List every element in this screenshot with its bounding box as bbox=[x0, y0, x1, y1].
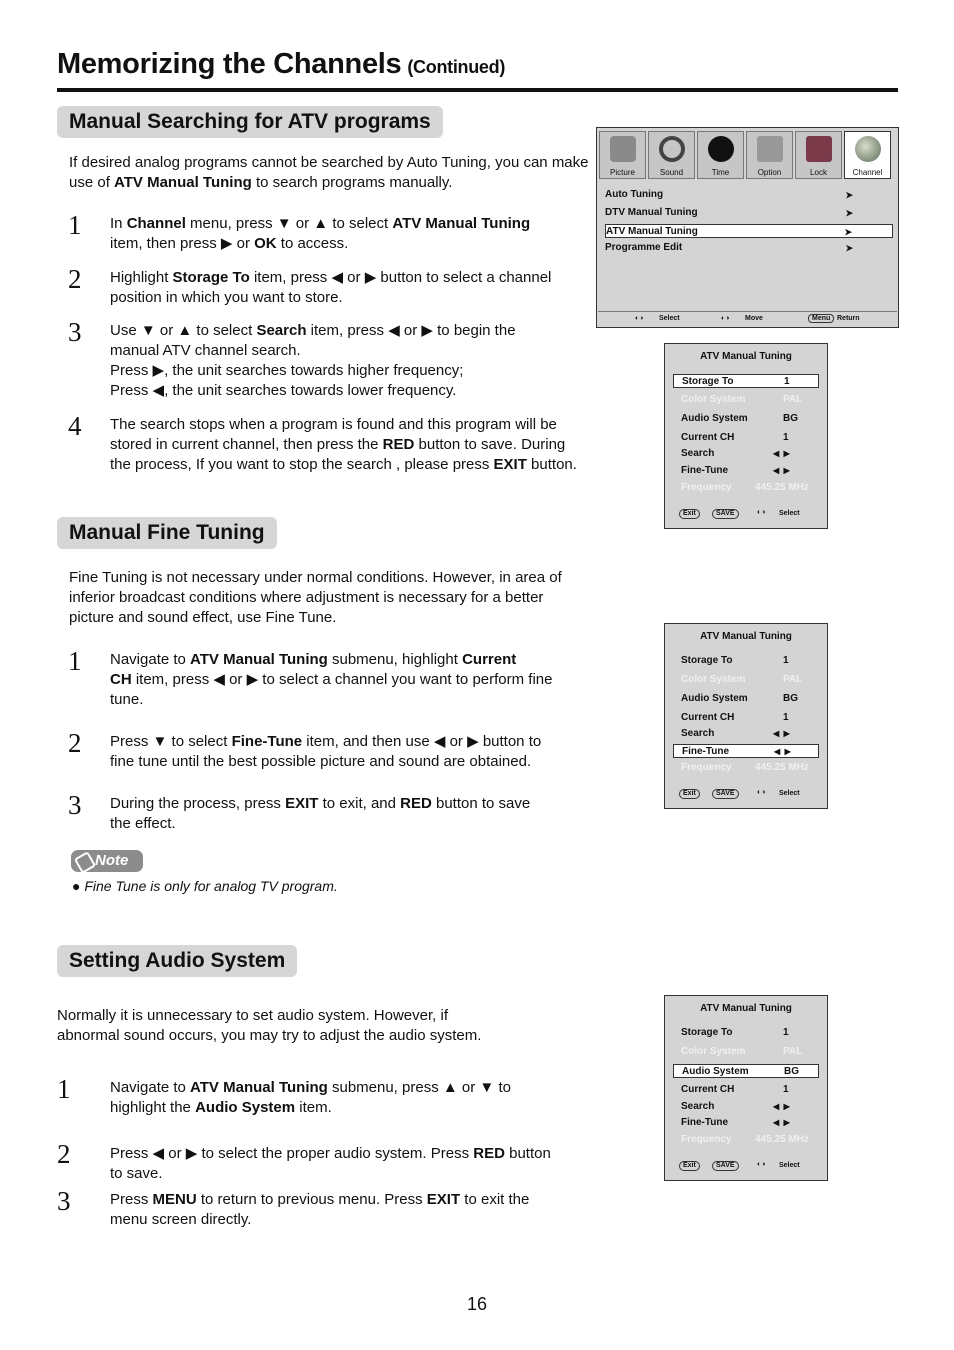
row-fine-tune: Fine-Tune ◀ ▶ bbox=[681, 1117, 790, 1128]
down-arrow-icon: ▼ bbox=[152, 733, 168, 750]
left-right-arrows-icon: ◀ ▶ bbox=[773, 1118, 790, 1127]
menu-arrow-icon: ➤ bbox=[845, 190, 853, 200]
menu-arrow-icon: ➤ bbox=[845, 208, 853, 218]
section-heading-fine-tuning: Manual Fine Tuning bbox=[57, 517, 277, 549]
left-arrow-icon: ◀ bbox=[331, 269, 344, 286]
step-number: 2 bbox=[68, 264, 82, 294]
step-number: 4 bbox=[68, 411, 82, 441]
intro-audio-system: Normally it is unnecessary to set audio system. However, if abnormal sound occurs, you may try to adjust the audio system. bbox=[57, 1007, 482, 1044]
select-keys-icon: ◐◑ bbox=[635, 315, 644, 322]
left-right-arrows-icon: ◀ ▶ bbox=[773, 1102, 790, 1111]
left-right-arrows-icon: ◀ ▶ bbox=[773, 449, 790, 458]
select-keys-icon: ◐◑ bbox=[757, 509, 766, 516]
row-color-system: Color System PAL bbox=[681, 394, 803, 405]
left-right-arrows-icon: ◀ ▶ bbox=[773, 729, 790, 738]
lock-icon bbox=[806, 136, 832, 162]
step-text: Use ▼ or ▲ to select Search item, press ◀ or ▶ to begin the manual ATV channel search. Press ▶, the unit searches towards higher frequency; Press ◀, the unit searches towards lower frequency. bbox=[110, 322, 516, 399]
row-search: Search ◀ ▶ bbox=[681, 1101, 790, 1112]
atv-menu-storage-screenshot: ATV Manual Tuning Storage To 1 Color System PAL Audio System BG Current CH 1 Search ◀ ▶ Fine-Tune ◀ ▶ Frequency 445.25 MHz Exit SAVE ◐◑ Select bbox=[664, 343, 828, 529]
paperclip-icon bbox=[74, 851, 96, 874]
up-arrow-icon: ▲ bbox=[313, 215, 329, 232]
row-fine-tune: Fine-Tune ◀ ▶ bbox=[681, 465, 790, 476]
left-arrow-icon: ◀ bbox=[433, 733, 446, 750]
row-color-system: Color System PAL bbox=[681, 1046, 803, 1057]
step-number: 3 bbox=[68, 790, 82, 820]
step-number: 3 bbox=[68, 317, 82, 347]
page-title: Memorizing the Channels (Continued) bbox=[57, 48, 506, 80]
row-frequency: Frequency 445.25 MHz bbox=[681, 762, 809, 773]
headphones-icon bbox=[659, 136, 685, 162]
row-storage-to: Storage To 1 bbox=[673, 374, 819, 388]
select-keys-icon: ◐◑ bbox=[757, 789, 766, 796]
atv-footer: Exit SAVE ◐◑ Select bbox=[665, 509, 827, 519]
step-number: 3 bbox=[57, 1186, 71, 1216]
channel-menu-screenshot bbox=[596, 127, 899, 328]
row-current-ch: Current CH 1 bbox=[681, 712, 789, 723]
tab-option: Option bbox=[746, 131, 793, 179]
tab-picture: Picture bbox=[599, 131, 646, 179]
right-arrow-icon: ▶ bbox=[421, 322, 433, 339]
menu-item-programme-edit: Programme Edit ➤ bbox=[605, 242, 853, 253]
tab-channel: Channel bbox=[844, 131, 891, 179]
satellite-globe-icon bbox=[855, 136, 881, 162]
step-text: Press MENU to return to previous menu. Press EXIT to exit the menu screen directly. bbox=[110, 1191, 530, 1228]
section-heading-manual-searching: Manual Searching for ATV programs bbox=[57, 106, 443, 138]
up-arrow-icon: ▲ bbox=[177, 322, 193, 339]
bullet-icon: ● bbox=[72, 878, 81, 894]
tab-time: Time bbox=[697, 131, 744, 179]
atv-menu-finetune-screenshot: ATV Manual Tuning Storage To 1 Color System PAL Audio System BG Current CH 1 Search ◀ ▶ Fine-Tune ◀ ▶ Frequency 445.25 MHz Exit SAVE ◐◑ Select bbox=[664, 623, 828, 809]
tools-icon bbox=[757, 136, 783, 162]
row-audio-system: Audio System BG bbox=[681, 693, 798, 704]
step-text: Navigate to ATV Manual Tuning submenu, highlight Current CH item, press ◀ or ▶ to select a channel you want to perform fine tune. bbox=[110, 651, 553, 708]
menu-arrow-icon: ➤ bbox=[845, 243, 853, 253]
tab-lock: Lock bbox=[795, 131, 842, 179]
step-number: 1 bbox=[68, 210, 82, 240]
step-text: Navigate to ATV Manual Tuning submenu, press ▲ or ▼ to highlight the Audio System item. bbox=[110, 1079, 511, 1116]
step-number: 2 bbox=[57, 1139, 71, 1169]
row-color-system: Color System PAL bbox=[681, 674, 803, 685]
menu-item-atv-manual-tuning: ATV Manual Tuning ➤ bbox=[605, 224, 893, 238]
move-keys-icon: ◐◑ bbox=[721, 315, 730, 322]
menu-footer: ◐◑ Select ◐◑ Move Menu Return bbox=[598, 311, 897, 326]
camera-icon bbox=[610, 136, 636, 162]
row-audio-system: Audio System BG bbox=[673, 1064, 819, 1078]
right-arrow-icon: ▶ bbox=[246, 671, 259, 688]
step-text: Press ◀ or ▶ to select the proper audio system. Press RED button to save. bbox=[110, 1145, 551, 1182]
step-text: The search stops when a program is found and this program will be stored in current channel, then press the RED button to save. During the process, If you want to stop the search , please press EXIT button. bbox=[110, 416, 577, 473]
row-storage-to: Storage To 1 bbox=[681, 655, 789, 666]
row-search: Search ◀ ▶ bbox=[681, 728, 790, 739]
title-rule bbox=[57, 88, 898, 92]
atv-footer: Exit SAVE ◐◑ Select bbox=[665, 789, 827, 799]
left-arrow-icon: ◀ bbox=[152, 382, 165, 399]
select-keys-icon: ◐◑ bbox=[757, 1161, 766, 1168]
left-right-arrows-icon: ◀ ▶ bbox=[774, 747, 791, 756]
step-text: Press ▼ to select Fine-Tune item, and then use ◀ or ▶ button to fine tune until the best possible picture and sound are obtained. bbox=[110, 733, 542, 770]
intro-fine-tuning: Fine Tuning is not necessary under normal conditions. However, in area of inferior broadcast conditions where adjustment is necessary for a better picture and sound effect, use Fine Tune. bbox=[69, 569, 562, 626]
down-arrow-icon: ▼ bbox=[479, 1079, 495, 1096]
row-audio-system: Audio System BG bbox=[681, 413, 798, 424]
step-number: 1 bbox=[57, 1074, 71, 1104]
row-frequency: Frequency 445.25 MHz bbox=[681, 1134, 809, 1145]
menu-item-auto-tuning: Auto Tuning ➤ bbox=[605, 189, 853, 200]
left-arrow-icon: ◀ bbox=[213, 671, 225, 688]
row-storage-to: Storage To 1 bbox=[681, 1027, 789, 1038]
row-fine-tune: Fine-Tune ◀ ▶ bbox=[673, 744, 819, 758]
down-arrow-icon: ▼ bbox=[276, 215, 292, 232]
section-heading-audio-system: Setting Audio System bbox=[57, 945, 297, 977]
atv-menu-audio-screenshot: ATV Manual Tuning Storage To 1 Color System PAL Audio System BG Current CH 1 Search ◀ ▶ Fine-Tune ◀ ▶ Frequency 445.25 MHz Exit SAVE ◐◑ Select bbox=[664, 995, 828, 1181]
step-text: In Channel menu, press ▼ or ▲ to select ATV Manual Tuning item, then press ▶ or OK to access. bbox=[110, 215, 531, 252]
menu-item-dtv-manual-tuning: DTV Manual Tuning ➤ bbox=[605, 207, 853, 218]
tab-sound: Sound bbox=[648, 131, 695, 179]
left-arrow-icon: ◀ bbox=[152, 1145, 165, 1162]
note-text: ● Fine Tune is only for analog TV program. bbox=[72, 878, 338, 894]
row-search: Search ◀ ▶ bbox=[681, 448, 790, 459]
atv-footer: Exit SAVE ◐◑ Select bbox=[665, 1161, 827, 1171]
row-frequency: Frequency 445.25 MHz bbox=[681, 482, 809, 493]
up-arrow-icon: ▲ bbox=[442, 1079, 458, 1096]
left-right-arrows-icon: ◀ ▶ bbox=[773, 466, 790, 475]
step-number: 1 bbox=[68, 646, 82, 676]
step-text: Highlight Storage To item, press ◀ or ▶ button to select a channel position in which you want to store. bbox=[110, 269, 552, 306]
step-text: During the process, press EXIT to exit, and RED button to save the effect. bbox=[110, 795, 531, 832]
right-arrow-icon: ▶ bbox=[152, 362, 165, 379]
page-number: 16 bbox=[466, 1294, 488, 1314]
row-current-ch: Current CH 1 bbox=[681, 432, 789, 443]
step-number: 2 bbox=[68, 728, 82, 758]
down-arrow-icon: ▼ bbox=[140, 322, 156, 339]
note-badge: Note bbox=[71, 850, 143, 872]
right-arrow-icon: ▶ bbox=[220, 235, 233, 252]
right-arrow-icon: ▶ bbox=[467, 733, 479, 750]
clock-icon bbox=[708, 136, 734, 162]
left-arrow-icon: ◀ bbox=[388, 322, 400, 339]
right-arrow-icon: ▶ bbox=[364, 269, 377, 286]
row-current-ch: Current CH 1 bbox=[681, 1084, 789, 1095]
intro-manual-searching: If desired analog programs cannot be searched by Auto Tuning, you can make use of ATV Manual Tuning to search programs manually. bbox=[69, 154, 589, 191]
menu-arrow-icon: ➤ bbox=[844, 227, 852, 237]
right-arrow-icon: ▶ bbox=[185, 1145, 198, 1162]
